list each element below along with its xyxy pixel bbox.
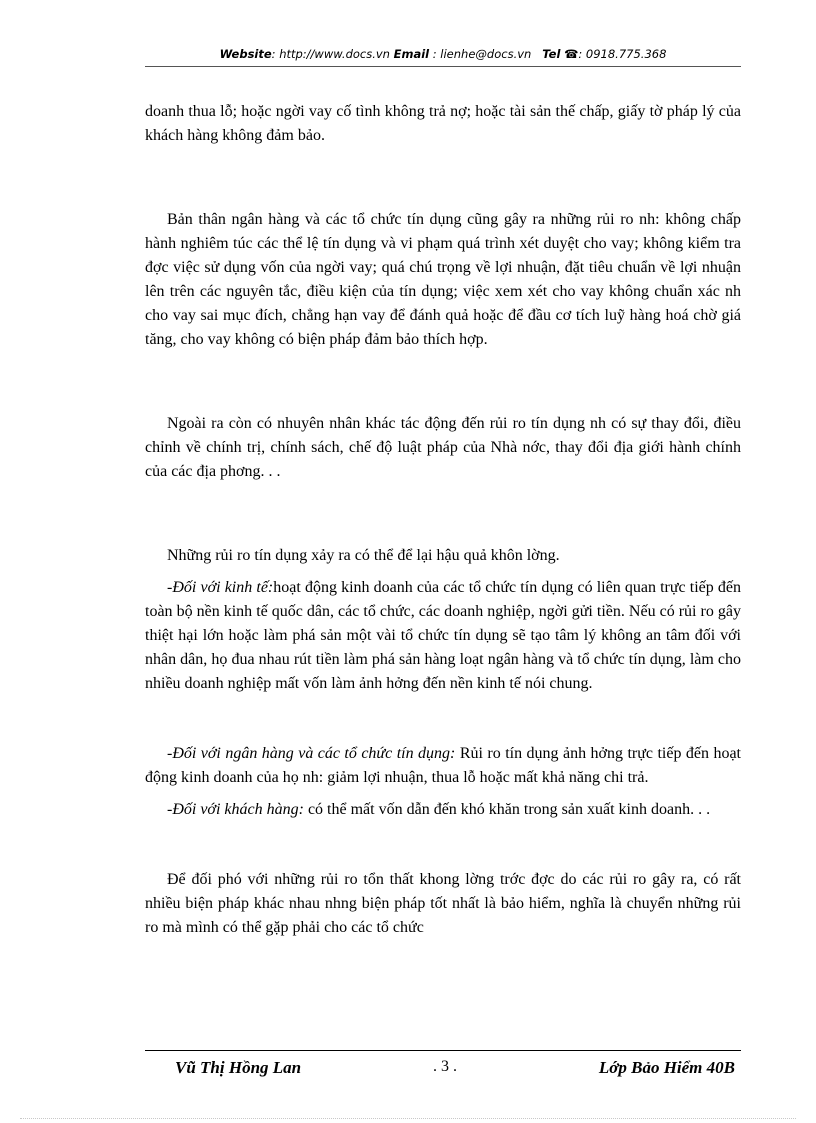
paragraph-8: Để đối phó với những rủi ro tổn thất khong lờng trớc đợc do các rủi ro gây ra, có rất nhiều biện pháp khác nhau nhng biện pháp tốt nhất là bảo hiểm, nghĩa là chuyển những rủi ro mà mình có thể gặp phải cho các tổ chức	[145, 871, 741, 936]
website-url[interactable]: : http://www.docs.vn	[271, 47, 390, 61]
tel-label: Tel	[542, 47, 561, 61]
paragraph-3: Ngoài ra còn có nhuyên nhân khác tác động đến rủi ro tín dụng nh có sự thay đổi, điều chỉnh về chính trị, chính sách, chế độ luật pháp của Nhà nớc, thay đổi địa giới hành chính của các địa phơng. . .	[145, 415, 741, 480]
header-divider	[145, 66, 741, 67]
tel-number: : 0918.775.368	[578, 47, 667, 61]
paragraph-7	[145, 798, 741, 822]
footer-class: Lớp Bảo Hiểm 40B	[598, 1058, 735, 1077]
document-body	[145, 100, 741, 940]
website-label: Website	[219, 47, 272, 61]
paragraph-6-lead: -Đối với ngân hàng và các tổ chức tín dụng:	[167, 745, 456, 762]
footer-page-number: . 3 .	[433, 1058, 457, 1075]
paragraph-5	[145, 576, 741, 696]
page-bottom-border	[20, 1118, 796, 1119]
paragraph-5-text: hoạt động kinh doanh của các tổ chức tín dụng có liên quan trực tiếp đến toàn bộ nền kinh tế quốc dân, các tổ chức, các doanh nghiệp, ngời gửi tiền. Nếu có rủi ro gây thiệt hại lớn hoặc làm phá sản một vài tổ chức tín dụng sẽ tạo tâm lý không an tâm đối với nhân dân, họ đua nhau rút tiền làm phá sản hàng loạt ngân hàng và tổ chức tín dụng, làm cho nhiều doanh nghiệp mất vốn làm ảnh hởng đến nền kinh tế nói chung.	[145, 579, 741, 692]
footer-author: Vũ Thị Hồng Lan	[175, 1058, 302, 1077]
page-header	[145, 47, 741, 61]
email-label: Email	[393, 47, 430, 61]
paragraph-1: doanh thua lỗ; hoặc ngời vay cố tình không trả nợ; hoặc tài sản thế chấp, giấy tờ pháp lý của khách hàng không đảm bảo.	[145, 103, 741, 144]
email-address[interactable]: : lienhe@docs.vn	[432, 47, 532, 61]
paragraph-5-lead: -Đối với kinh tế:	[167, 579, 274, 596]
paragraph-7-text: có thể mất vốn dẫn đến khó khăn trong sản xuất kinh doanh. . .	[303, 801, 711, 818]
footer-divider	[145, 1050, 741, 1051]
paragraph-2: Bản thân ngân hàng và các tổ chức tín dụng cũng gây ra những rủi ro nh: không chấp hành nghiêm túc các thể lệ tín dụng và vi phạm quá trình xét duyệt cho vay; không kiểm tra đợc việc sử dụng vốn của ngời vay; quá chú trọng về lợi nhuận, đặt tiêu chuẩn về lợi nhuận lên trên các nguyên tắc, điều kiện của tín dụng; việc xem xét cho vay không chuẩn xác nh cho vay sai mục đích, chẳng hạn vay để đánh quả hoặc để đầu cơ tích luỹ hàng hoá chờ giá tăng, cho vay không có biện pháp đảm bảo thích hợp.	[145, 211, 741, 348]
paragraph-4: Những rủi ro tín dụng xảy ra có thể để lại hậu quả khôn lờng.	[167, 547, 560, 564]
phone-icon: ☎	[564, 47, 579, 61]
paragraph-6	[145, 742, 741, 790]
paragraph-6-text: Rủi ro tín dụng ảnh hởng trực tiếp đến hoạt động kinh doanh của họ nh: giảm lợi nhuận, thua lỗ hoặc mất khả năng chi trả.	[145, 745, 741, 786]
paragraph-7-lead: -Đối với khách hàng:	[167, 801, 304, 818]
